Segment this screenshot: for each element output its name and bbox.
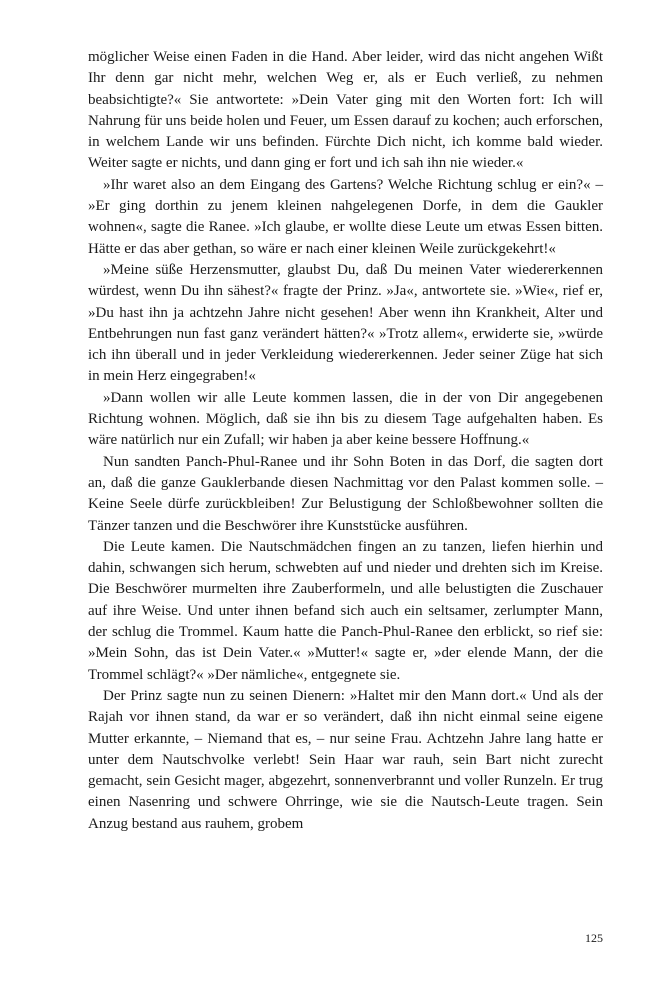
paragraph-3: »Meine süße Herzensmutter, glaubst Du, daß Du meinen Vater wiedererkennen würdest, wenn Du ihn sähest?« fragte der Prinz. »Ja«, antwortete sie. »Wie«, rief er, »Du hast ihn ja achtzehn Jahre nicht gesehen! Aber wenn ihn Krankheit, Alter und Entbehrungen nun fast ganz verändert hätten?« »Trotz allem«, erwiderte sie, »würde ich ihn überall und in jeder Verkleidung wiedererkennen. Jeder seiner Züge hat sich in mein Herz eingegraben!«: [88, 261, 603, 385]
paragraph-2: »Ihr waret also an dem Eingang des Gartens? Welche Richtung schlug er ein?« – »Er ging dorthin zu jenem kleinen nahgelegenen Dorfe, in dem die Gaukler wohnen«, sagte die Ranee. »Ich glaube, er wollte diese Leute um etwas Essen bitten. Hätte er das aber gethan, so wäre er nach einer kleinen Weile zurückgekehrt!«: [88, 176, 603, 257]
paragraph-1: möglicher Weise einen Faden in die Hand. Aber leider, wird das nicht angehen Wißt Ihr denn gar nicht mehr, welchen Weg er, als er Euch verließ, zu nehmen beabsichtigte?« Sie antwortete: »Dein Vater ging mit den Worten fort: Ich will Nahrung für uns beide holen und Feuer, um Essen darauf zu kochen; auch erforschen, in welchem Lande wir uns befinden. Fürchte Dich nicht, ich komme bald wieder. Weiter sagte er nichts, und dann ging er fort und ich sah ihn nie wieder.«: [88, 49, 603, 172]
paragraph-7: Der Prinz sagte nun zu seinen Dienern: »Haltet mir den Mann dort.« Und als der Rajah vor ihnen stand, da war er so verändert, daß ihn nicht einmal seine eigene Mutter erkannte, – Niemand that es, – nur seine Frau. Achtzehn Jahre lang hatte er unter dem Nautschvolke verlebt! Sein Haar war rauh, sein Bart nicht zurecht gemacht, sein Gesicht mager, abgezehrt, sonnenverbrannt und voller Runzeln. Er trug einen Nasenring und schwere Ohrringe, wie sie die Nautsch-Leute tragen. Sein Anzug bestand aus rauhem, grobem: [88, 687, 603, 832]
paragraph-5: Nun sandten Panch-Phul-Ranee und ihr Sohn Boten in das Dorf, die sagten dort an, daß die ganze Gauklerbande diesen Nachmittag vor den Palast kommen solle. – Keine Seele dürfe zurückbleiben! Zur Belustigung der Schloßbewohner sollten die Tänzer tanzen und die Beschwörer ihre Kunststücke ausführen.: [88, 453, 603, 534]
page-number: 125: [585, 931, 603, 945]
page-body: [88, 47, 603, 835]
paragraph-4: »Dann wollen wir alle Leute kommen lassen, die in der von Dir angegebenen Richtung wohnen. Möglich, daß sie ihn bis zu diesem Tage aufgehalten haben. Es wäre natürlich nur ein Zufall; wir haben ja aber keine bessere Hoffnung.«: [88, 389, 603, 449]
paragraph-6: Die Leute kamen. Die Nautschmädchen fingen an zu tanzen, liefen hierhin und dahin, schwangen sich herum, schwebten auf und nieder und drehten sich im Kreise. Die Beschwörer murmelten ihre Zauberformeln, und alle belustigten die Zuschauer auf ihre Weise. Und unter ihnen befand sich auch ein seltsamer, zerlumpter Mann, der schlug die Trommel. Kaum hatte die Panch-Phul-Ranee den erblickt, so rief sie: »Mein Sohn, das ist Dein Vater.« »Mutter!« sagte er, »der elende Mann, der die Trommel schlägt?« »Der nämliche«, entgegnete sie.: [88, 538, 603, 683]
